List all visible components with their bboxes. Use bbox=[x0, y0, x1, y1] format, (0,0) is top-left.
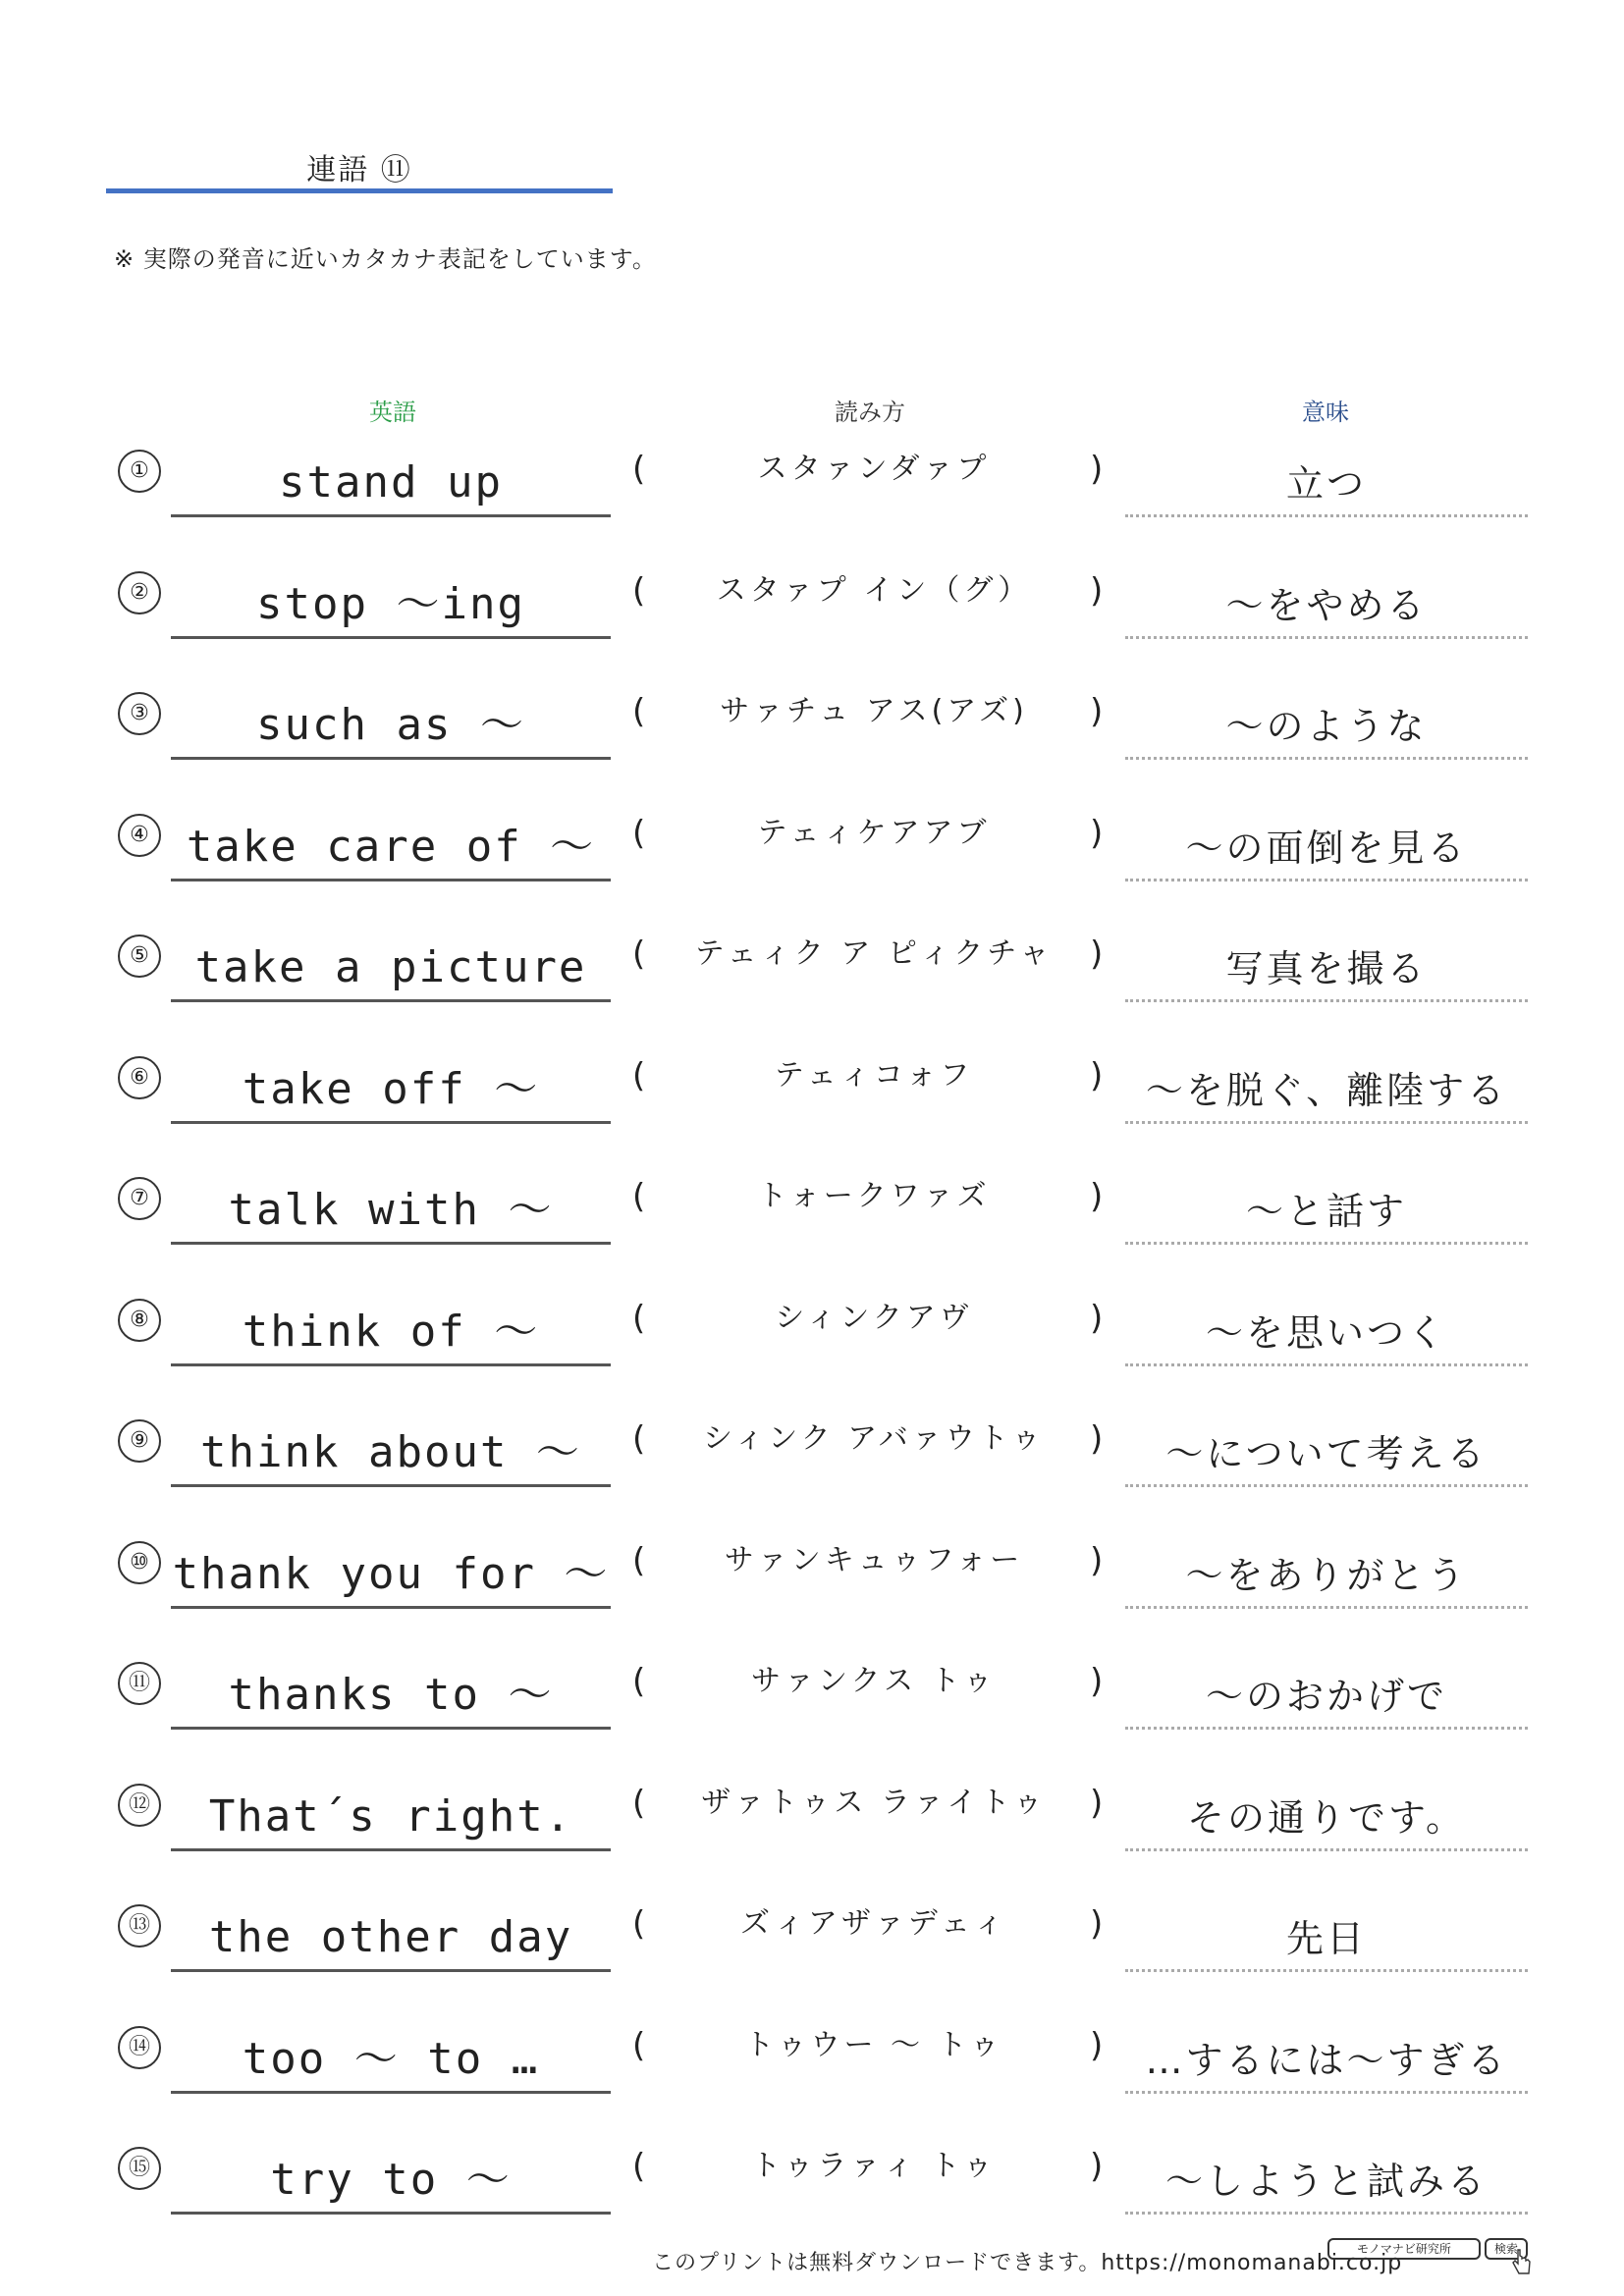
reading-text: サァンキュゥフォー bbox=[724, 1543, 1024, 1577]
reading-text: テェィク ア ピィクチャ bbox=[694, 936, 1054, 971]
open-paren: ( bbox=[632, 1299, 646, 1338]
row-number: ② bbox=[118, 571, 161, 614]
open-paren: ( bbox=[632, 692, 646, 731]
open-paren: ( bbox=[632, 1056, 646, 1095]
header-meaning: 意味 bbox=[1302, 399, 1349, 426]
close-paren: ) bbox=[1090, 1056, 1104, 1095]
open-paren: ( bbox=[632, 450, 646, 489]
english-underline bbox=[171, 514, 611, 517]
footer-text: このプリントは無料ダウンロードできます。https://monomanabi.co.jp bbox=[652, 2251, 1403, 2275]
meaning-underline bbox=[1125, 1484, 1528, 1487]
close-paren: ) bbox=[1090, 2147, 1104, 2186]
open-paren: ( bbox=[632, 1904, 646, 1944]
phrase-row bbox=[0, 1784, 1624, 1905]
meaning-underline bbox=[1125, 757, 1528, 760]
reading-text: シィンク アバァウトゥ bbox=[703, 1421, 1045, 1456]
meaning-text: ～をありがとう bbox=[1185, 1554, 1468, 1597]
meaning-text: その通りです。 bbox=[1187, 1796, 1466, 1840]
english-underline bbox=[171, 1606, 611, 1609]
open-paren: ( bbox=[632, 571, 646, 611]
row-number: ⑫ bbox=[118, 1784, 161, 1827]
open-paren: ( bbox=[632, 1177, 646, 1216]
english-underline bbox=[171, 1242, 611, 1245]
english-phrase: take off ～ bbox=[242, 1064, 540, 1114]
close-paren: ) bbox=[1090, 2026, 1104, 2065]
meaning-underline bbox=[1125, 999, 1528, 1002]
reading-text: サァンクス トゥ bbox=[751, 1664, 997, 1698]
close-paren: ) bbox=[1090, 450, 1104, 489]
row-number: ④ bbox=[118, 814, 161, 857]
reading-text: ズィアザァデェィ bbox=[740, 1906, 1007, 1941]
close-paren: ) bbox=[1090, 1177, 1104, 1216]
reading-text: テェィケアアブ bbox=[757, 816, 991, 850]
english-underline bbox=[171, 1363, 611, 1366]
meaning-text: ～を脱ぐ、離陸する bbox=[1145, 1069, 1508, 1112]
meaning-underline bbox=[1125, 879, 1528, 881]
english-underline bbox=[171, 879, 611, 881]
open-paren: ( bbox=[632, 1784, 646, 1823]
meaning-underline bbox=[1125, 1969, 1528, 1972]
phrase-row bbox=[0, 1904, 1624, 2026]
header-english: 英語 bbox=[369, 399, 416, 426]
brand-search-box: モノマナビ研究所 bbox=[1327, 2238, 1481, 2260]
meaning-underline bbox=[1125, 1242, 1528, 1245]
row-number: ⑤ bbox=[118, 934, 161, 978]
english-phrase: thank you for ～ bbox=[172, 1549, 610, 1599]
english-phrase: think about ～ bbox=[200, 1427, 581, 1477]
close-paren: ) bbox=[1090, 934, 1104, 974]
phrase-row bbox=[0, 1177, 1624, 1299]
phrase-row bbox=[0, 1541, 1624, 1663]
phrase-row bbox=[0, 1419, 1624, 1541]
english-underline bbox=[171, 757, 611, 760]
open-paren: ( bbox=[632, 934, 646, 974]
meaning-underline bbox=[1125, 1121, 1528, 1124]
english-phrase: stop ～ing bbox=[256, 579, 525, 629]
phrase-row bbox=[0, 1662, 1624, 1784]
reading-text: サァチュ アス(アズ) bbox=[720, 694, 1028, 728]
reading-text: シィンクアヴ bbox=[775, 1301, 973, 1335]
english-phrase: such as ～ bbox=[256, 700, 525, 750]
reading-text: スタァンダァプ bbox=[757, 452, 991, 486]
meaning-text: ～をやめる bbox=[1225, 584, 1428, 627]
close-paren: ) bbox=[1090, 1784, 1104, 1823]
phrase-row bbox=[0, 1056, 1624, 1178]
phrase-row bbox=[0, 2026, 1624, 2148]
meaning-underline bbox=[1125, 636, 1528, 639]
english-phrase: too ～ to … bbox=[242, 2034, 540, 2084]
reading-text: トゥウー ～ トゥ bbox=[744, 2028, 1003, 2062]
meaning-text: ～と話す bbox=[1245, 1190, 1407, 1233]
meaning-text: ～しようと試みる bbox=[1164, 2160, 1488, 2203]
title-underline bbox=[106, 188, 613, 193]
row-number: ⑧ bbox=[118, 1299, 161, 1342]
phrase-row bbox=[0, 934, 1624, 1056]
phrase-row bbox=[0, 571, 1624, 693]
reading-text: ザァトゥス ラァイトゥ bbox=[701, 1786, 1047, 1820]
english-phrase: try to ～ bbox=[270, 2155, 512, 2205]
reading-text: トォークワァズ bbox=[757, 1179, 991, 1213]
search-button: 検索 bbox=[1485, 2238, 1528, 2260]
close-paren: ) bbox=[1090, 1904, 1104, 1944]
meaning-underline bbox=[1125, 2091, 1528, 2094]
english-phrase: take care of ～ bbox=[186, 822, 596, 872]
close-paren: ) bbox=[1090, 1419, 1104, 1459]
english-underline bbox=[171, 2212, 611, 2215]
row-number: ⑪ bbox=[118, 1662, 161, 1705]
meaning-underline bbox=[1125, 2212, 1528, 2215]
meaning-text: ～を思いつく bbox=[1205, 1311, 1447, 1355]
row-number: ⑭ bbox=[118, 2026, 161, 2069]
meaning-underline bbox=[1125, 1606, 1528, 1609]
english-underline bbox=[171, 1121, 611, 1124]
english-underline bbox=[171, 1969, 611, 1972]
meaning-text: 立つ bbox=[1285, 462, 1367, 506]
english-underline bbox=[171, 2091, 611, 2094]
english-underline bbox=[171, 999, 611, 1002]
english-underline bbox=[171, 636, 611, 639]
meaning-text: ～のおかげで bbox=[1205, 1675, 1447, 1718]
close-paren: ) bbox=[1090, 1662, 1104, 1701]
meaning-underline bbox=[1125, 1848, 1528, 1851]
row-number: ⑩ bbox=[118, 1541, 161, 1584]
meaning-text: ～の面倒を見る bbox=[1185, 827, 1468, 870]
open-paren: ( bbox=[632, 1541, 646, 1580]
meaning-underline bbox=[1125, 1363, 1528, 1366]
meaning-text: 先日 bbox=[1285, 1917, 1367, 1960]
english-phrase: talk with ～ bbox=[228, 1185, 554, 1235]
english-underline bbox=[171, 1848, 611, 1851]
row-number: ③ bbox=[118, 692, 161, 735]
meaning-text: ～のような bbox=[1225, 705, 1428, 748]
phrase-row bbox=[0, 814, 1624, 935]
row-number: ⑦ bbox=[118, 1177, 161, 1220]
meaning-underline bbox=[1125, 514, 1528, 517]
english-phrase: That´s right. bbox=[208, 1791, 573, 1842]
english-phrase: thanks to ～ bbox=[228, 1670, 554, 1720]
hand-cursor-icon bbox=[1512, 2248, 1532, 2275]
reading-text: トゥラァィ トゥ bbox=[751, 2149, 997, 2183]
meaning-text: …するには～すぎる bbox=[1145, 2039, 1508, 2082]
english-phrase: take a picture bbox=[194, 942, 587, 992]
open-paren: ( bbox=[632, 1662, 646, 1701]
phrase-row bbox=[0, 1299, 1624, 1420]
pronunciation-note: ※ 実際の発音に近いカタカナ表記をしています。 bbox=[114, 245, 657, 273]
english-phrase: stand up bbox=[279, 457, 503, 507]
row-number: ⑨ bbox=[118, 1419, 161, 1463]
phrase-row bbox=[0, 450, 1624, 571]
open-paren: ( bbox=[632, 2026, 646, 2065]
close-paren: ) bbox=[1090, 571, 1104, 611]
row-number: ⑮ bbox=[118, 2147, 161, 2190]
meaning-underline bbox=[1125, 1727, 1528, 1730]
english-phrase: the other day bbox=[208, 1912, 573, 1962]
meaning-text: 写真を撮る bbox=[1225, 947, 1428, 990]
open-paren: ( bbox=[632, 2147, 646, 2186]
close-paren: ) bbox=[1090, 1541, 1104, 1580]
header-reading: 読み方 bbox=[835, 399, 905, 426]
row-number: ⑥ bbox=[118, 1056, 161, 1099]
meaning-text: ～について考える bbox=[1165, 1432, 1488, 1475]
phrase-row bbox=[0, 692, 1624, 814]
english-underline bbox=[171, 1484, 611, 1487]
row-number: ⑬ bbox=[118, 1904, 161, 1948]
reading-text: スタァプ イン（グ） bbox=[716, 573, 1032, 608]
open-paren: ( bbox=[632, 1419, 646, 1459]
english-phrase: think of ～ bbox=[242, 1307, 540, 1357]
close-paren: ) bbox=[1090, 692, 1104, 731]
reading-text: テェィコォフ bbox=[774, 1058, 974, 1093]
open-paren: ( bbox=[632, 814, 646, 853]
page-title: 連語 ⑪ bbox=[306, 153, 412, 187]
close-paren: ) bbox=[1090, 814, 1104, 853]
english-underline bbox=[171, 1727, 611, 1730]
close-paren: ) bbox=[1090, 1299, 1104, 1338]
row-number: ① bbox=[118, 450, 161, 493]
